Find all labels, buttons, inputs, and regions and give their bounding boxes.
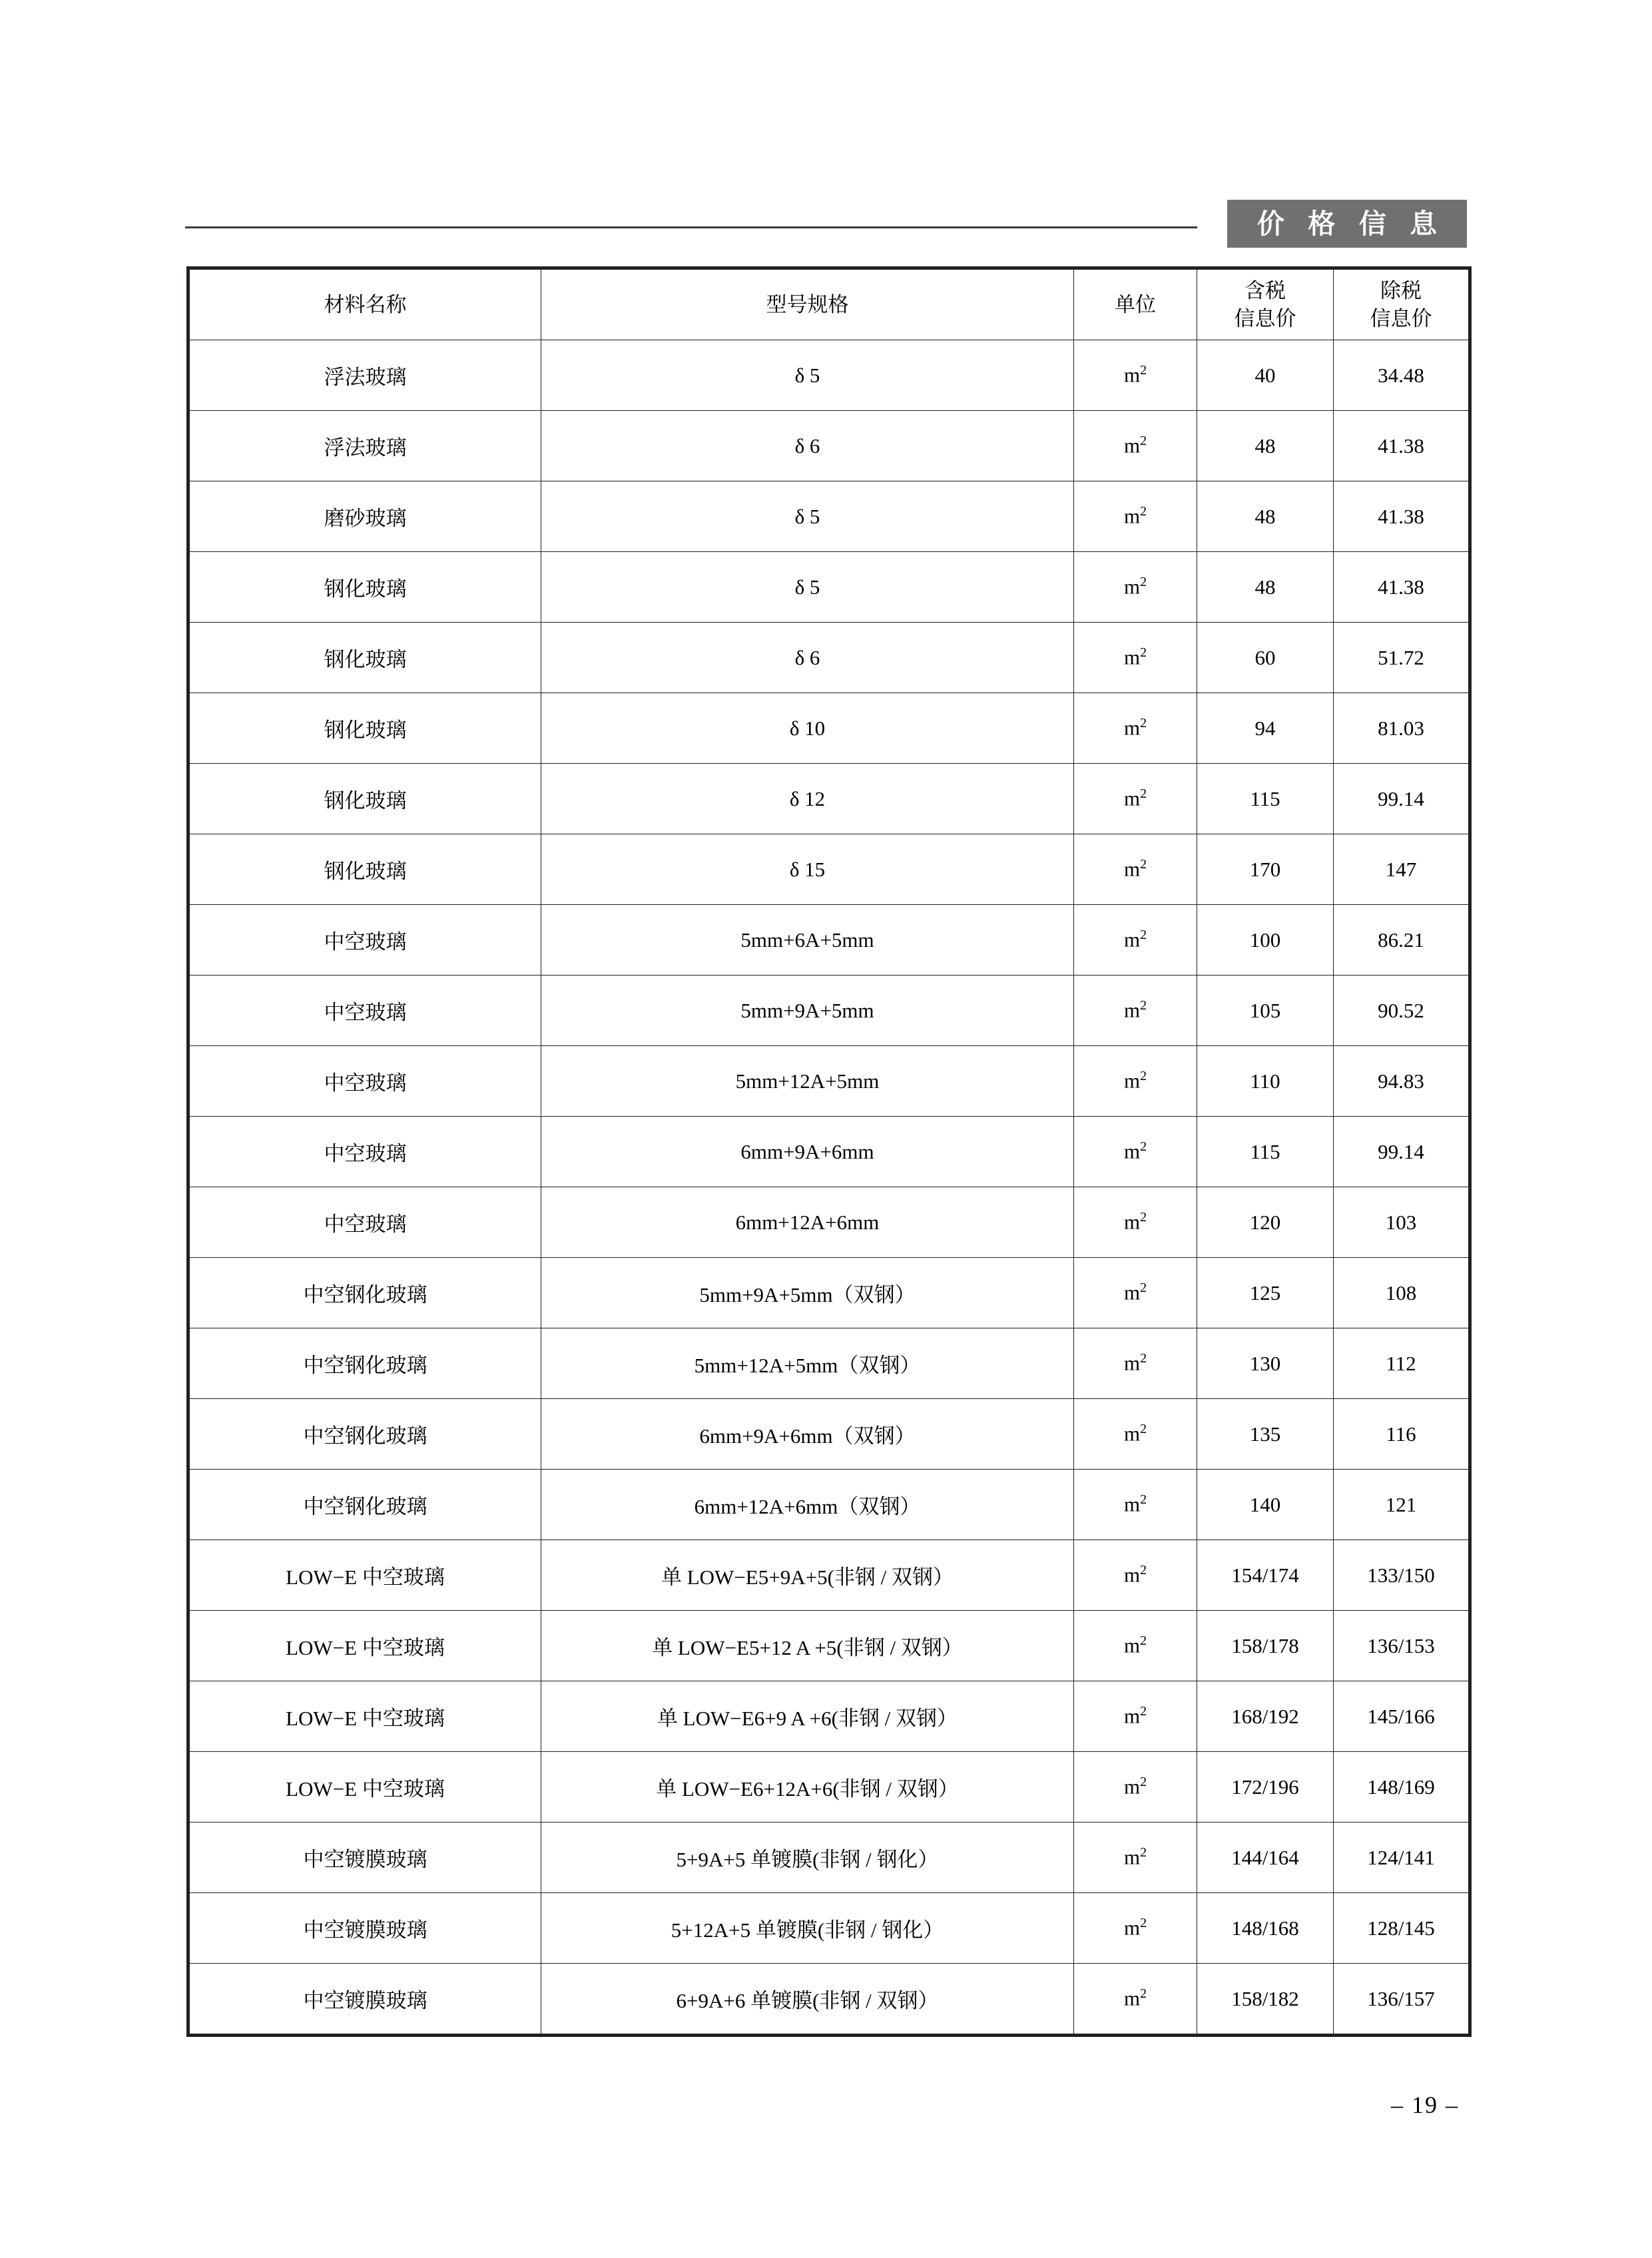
table-row	[188, 976, 1470, 1046]
cell-price-without-tax: 86.21	[1334, 905, 1470, 976]
column-header-without-tax-line1: 除税	[1380, 278, 1422, 302]
table-header-row	[188, 268, 1470, 340]
column-header-without-tax-line2: 信息价	[1370, 306, 1432, 330]
cell-unit-exponent: 2	[1140, 433, 1147, 449]
page-header	[185, 200, 1467, 253]
cell-unit	[1074, 1893, 1197, 1964]
cell-material-name: LOW−E 中空玻璃	[188, 1611, 541, 1681]
cell-price-with-tax: 60	[1197, 623, 1334, 693]
cell-unit-base: m	[1123, 1492, 1141, 1516]
cell-unit-exponent: 2	[1140, 1280, 1147, 1296]
column-header-without-tax	[1334, 268, 1470, 340]
cell-material-name: 钢化玻璃	[188, 693, 541, 764]
cell-spec: 5mm+9A+5mm（双钢）	[541, 1258, 1074, 1328]
cell-unit-base: m	[1123, 504, 1141, 528]
cell-unit-base: m	[1123, 575, 1141, 599]
cell-unit-base: m	[1123, 1351, 1141, 1375]
cell-spec: δ 6	[541, 623, 1074, 693]
cell-price-without-tax: 41.38	[1334, 481, 1470, 552]
cell-price-with-tax: 140	[1197, 1470, 1334, 1540]
cell-material-name: 钢化玻璃	[188, 764, 541, 834]
cell-price-without-tax: 99.14	[1334, 1117, 1470, 1187]
cell-unit	[1074, 1540, 1197, 1611]
table-row	[188, 1964, 1470, 2036]
cell-spec: 6mm+12A+6mm	[541, 1187, 1074, 1258]
cell-unit-exponent: 2	[1140, 1422, 1147, 1437]
cell-spec: 6+9A+6 单镀膜(非钢 / 双钢）	[541, 1964, 1074, 2036]
table-row	[188, 340, 1470, 411]
cell-price-without-tax: 81.03	[1334, 693, 1470, 764]
cell-unit	[1074, 905, 1197, 976]
cell-unit-base: m	[1123, 1633, 1141, 1657]
cell-material-name: 中空钢化玻璃	[188, 1258, 541, 1328]
cell-material-name: 中空玻璃	[188, 1117, 541, 1187]
cell-unit-exponent: 2	[1140, 1210, 1147, 1225]
cell-price-with-tax: 48	[1197, 552, 1334, 623]
cell-price-without-tax: 128/145	[1334, 1893, 1470, 1964]
cell-unit	[1074, 1611, 1197, 1681]
table-row	[188, 1187, 1470, 1258]
cell-price-with-tax: 158/182	[1197, 1964, 1334, 2036]
cell-unit-base: m	[1123, 716, 1141, 740]
cell-material-name: LOW−E 中空玻璃	[188, 1752, 541, 1823]
table-row	[188, 1752, 1470, 1823]
cell-price-with-tax: 172/196	[1197, 1752, 1334, 1823]
cell-price-without-tax: 124/141	[1334, 1823, 1470, 1893]
cell-material-name: 中空钢化玻璃	[188, 1399, 541, 1470]
cell-price-with-tax: 144/164	[1197, 1823, 1334, 1893]
cell-unit	[1074, 1328, 1197, 1399]
cell-unit-exponent: 2	[1140, 1139, 1147, 1155]
cell-unit	[1074, 1964, 1197, 2036]
cell-material-name: 浮法玻璃	[188, 411, 541, 481]
table-row	[188, 1046, 1470, 1117]
cell-unit-exponent: 2	[1140, 998, 1147, 1013]
cell-price-without-tax: 41.38	[1334, 552, 1470, 623]
cell-unit	[1074, 764, 1197, 834]
cell-material-name: 中空钢化玻璃	[188, 1470, 541, 1540]
cell-price-without-tax: 148/169	[1334, 1752, 1470, 1823]
cell-unit	[1074, 411, 1197, 481]
cell-price-without-tax: 112	[1334, 1328, 1470, 1399]
cell-unit-exponent: 2	[1140, 575, 1147, 590]
cell-unit	[1074, 693, 1197, 764]
cell-unit-exponent: 2	[1140, 1351, 1147, 1366]
cell-material-name: 中空镀膜玻璃	[188, 1823, 541, 1893]
cell-material-name: 钢化玻璃	[188, 552, 541, 623]
cell-unit-base: m	[1123, 1563, 1141, 1587]
cell-unit	[1074, 1823, 1197, 1893]
cell-unit-base: m	[1123, 1069, 1141, 1093]
cell-price-without-tax: 147	[1334, 834, 1470, 905]
cell-unit-base: m	[1123, 1775, 1141, 1799]
cell-price-without-tax: 41.38	[1334, 411, 1470, 481]
cell-unit-base: m	[1123, 786, 1141, 810]
cell-price-with-tax: 158/178	[1197, 1611, 1334, 1681]
cell-unit-exponent: 2	[1140, 857, 1147, 872]
table-body	[188, 340, 1470, 2036]
column-header-with-tax-line1: 含税	[1244, 278, 1286, 302]
cell-unit-base: m	[1123, 1139, 1141, 1163]
cell-unit	[1074, 340, 1197, 411]
cell-price-with-tax: 154/174	[1197, 1540, 1334, 1611]
cell-unit	[1074, 976, 1197, 1046]
cell-price-without-tax: 133/150	[1334, 1540, 1470, 1611]
cell-material-name: 钢化玻璃	[188, 623, 541, 693]
cell-material-name: 钢化玻璃	[188, 834, 541, 905]
cell-price-with-tax: 105	[1197, 976, 1334, 1046]
cell-unit-base: m	[1123, 1704, 1141, 1728]
cell-material-name: LOW−E 中空玻璃	[188, 1681, 541, 1752]
table-row	[188, 1117, 1470, 1187]
cell-spec: δ 12	[541, 764, 1074, 834]
table-row	[188, 481, 1470, 552]
column-header-with-tax	[1197, 268, 1334, 340]
cell-unit-base: m	[1123, 1422, 1141, 1446]
cell-unit-exponent: 2	[1140, 1916, 1147, 1931]
column-header-unit	[1074, 268, 1197, 340]
cell-material-name: 磨砂玻璃	[188, 481, 541, 552]
cell-price-without-tax: 99.14	[1334, 764, 1470, 834]
cell-unit	[1074, 834, 1197, 905]
cell-material-name: LOW−E 中空玻璃	[188, 1540, 541, 1611]
cell-unit	[1074, 1117, 1197, 1187]
cell-price-without-tax: 136/157	[1334, 1964, 1470, 2036]
cell-price-with-tax: 125	[1197, 1258, 1334, 1328]
cell-material-name: 浮法玻璃	[188, 340, 541, 411]
cell-unit	[1074, 1046, 1197, 1117]
table-row	[188, 1258, 1470, 1328]
cell-spec: 5+9A+5 单镀膜(非钢 / 钢化）	[541, 1823, 1074, 1893]
cell-unit	[1074, 1681, 1197, 1752]
cell-unit-base: m	[1123, 1210, 1141, 1234]
table-row	[188, 834, 1470, 905]
cell-unit-exponent: 2	[1140, 1845, 1147, 1860]
table-header	[188, 268, 1470, 340]
cell-unit	[1074, 1258, 1197, 1328]
cell-spec: 6mm+12A+6mm（双钢）	[541, 1470, 1074, 1540]
cell-price-without-tax: 108	[1334, 1258, 1470, 1328]
cell-price-with-tax: 148/168	[1197, 1893, 1334, 1964]
cell-material-name: 中空玻璃	[188, 1187, 541, 1258]
cell-price-with-tax: 130	[1197, 1328, 1334, 1399]
cell-price-without-tax: 51.72	[1334, 623, 1470, 693]
cell-unit-base: m	[1123, 433, 1141, 457]
cell-spec: δ 5	[541, 340, 1074, 411]
table-row	[188, 1611, 1470, 1681]
cell-price-with-tax: 115	[1197, 764, 1334, 834]
cell-unit-exponent: 2	[1140, 1775, 1147, 1790]
table-row	[188, 693, 1470, 764]
cell-material-name: 中空镀膜玻璃	[188, 1893, 541, 1964]
cell-material-name: 中空镀膜玻璃	[188, 1964, 541, 2036]
cell-price-with-tax: 135	[1197, 1399, 1334, 1470]
section-title: 价 格 信 息	[1227, 200, 1467, 248]
cell-unit-exponent: 2	[1140, 786, 1147, 802]
cell-spec: 5mm+6A+5mm	[541, 905, 1074, 976]
cell-material-name: 中空玻璃	[188, 905, 541, 976]
cell-material-name: 中空玻璃	[188, 1046, 541, 1117]
cell-price-without-tax: 34.48	[1334, 340, 1470, 411]
cell-spec: δ 15	[541, 834, 1074, 905]
cell-unit-base: m	[1123, 998, 1141, 1022]
cell-unit	[1074, 1399, 1197, 1470]
cell-unit-exponent: 2	[1140, 1492, 1147, 1508]
cell-spec: δ 6	[541, 411, 1074, 481]
cell-unit-base: m	[1123, 1845, 1141, 1869]
cell-unit-exponent: 2	[1140, 716, 1147, 731]
cell-unit-exponent: 2	[1140, 1986, 1147, 2002]
cell-unit	[1074, 1470, 1197, 1540]
cell-unit-exponent: 2	[1140, 363, 1147, 378]
cell-price-without-tax: 116	[1334, 1399, 1470, 1470]
cell-unit-exponent: 2	[1140, 645, 1147, 661]
cell-price-without-tax: 103	[1334, 1187, 1470, 1258]
table-row	[188, 411, 1470, 481]
cell-price-with-tax: 120	[1197, 1187, 1334, 1258]
cell-price-without-tax: 121	[1334, 1470, 1470, 1540]
cell-unit-exponent: 2	[1140, 1563, 1147, 1578]
cell-price-with-tax: 48	[1197, 481, 1334, 552]
cell-price-with-tax: 48	[1197, 411, 1334, 481]
cell-price-with-tax: 170	[1197, 834, 1334, 905]
table-row	[188, 1399, 1470, 1470]
cell-price-with-tax: 94	[1197, 693, 1334, 764]
cell-price-without-tax: 90.52	[1334, 976, 1470, 1046]
cell-unit-base: m	[1123, 857, 1141, 881]
cell-spec: 5mm+12A+5mm（双钢）	[541, 1328, 1074, 1399]
price-table-container	[186, 266, 1468, 2037]
page-number: – 19 –	[1391, 2092, 1459, 2118]
table-row	[188, 1328, 1470, 1399]
table-row	[188, 552, 1470, 623]
cell-spec: δ 5	[541, 552, 1074, 623]
cell-price-without-tax: 136/153	[1334, 1611, 1470, 1681]
cell-price-with-tax: 40	[1197, 340, 1334, 411]
cell-spec: 6mm+9A+6mm	[541, 1117, 1074, 1187]
cell-unit	[1074, 623, 1197, 693]
cell-unit-exponent: 2	[1140, 1069, 1147, 1084]
cell-material-name: 中空钢化玻璃	[188, 1328, 541, 1399]
table-row	[188, 1681, 1470, 1752]
cell-spec: 单 LOW−E6+9 A +6(非钢 / 双钢）	[541, 1681, 1074, 1752]
column-header-with-tax-line2: 信息价	[1234, 306, 1296, 330]
cell-unit-base: m	[1123, 1986, 1141, 2010]
column-header-material-name	[188, 268, 541, 340]
cell-price-without-tax: 145/166	[1334, 1681, 1470, 1752]
cell-unit	[1074, 1187, 1197, 1258]
cell-spec: δ 10	[541, 693, 1074, 764]
cell-unit-base: m	[1123, 1280, 1141, 1304]
cell-spec: 6mm+9A+6mm（双钢）	[541, 1399, 1074, 1470]
table-row	[188, 764, 1470, 834]
cell-price-with-tax: 115	[1197, 1117, 1334, 1187]
table-row	[188, 1893, 1470, 1964]
cell-material-name: 中空玻璃	[188, 976, 541, 1046]
cell-unit-exponent: 2	[1140, 504, 1147, 519]
cell-unit	[1074, 1752, 1197, 1823]
cell-spec: 5+12A+5 单镀膜(非钢 / 钢化）	[541, 1893, 1074, 1964]
table-row	[188, 1823, 1470, 1893]
cell-unit	[1074, 552, 1197, 623]
table-row	[188, 1540, 1470, 1611]
cell-spec: 5mm+12A+5mm	[541, 1046, 1074, 1117]
cell-spec: 单 LOW−E5+9A+5(非钢 / 双钢）	[541, 1540, 1074, 1611]
cell-unit-base: m	[1123, 363, 1141, 387]
cell-unit-exponent: 2	[1140, 1704, 1147, 1719]
cell-price-without-tax: 94.83	[1334, 1046, 1470, 1117]
cell-price-with-tax: 100	[1197, 905, 1334, 976]
cell-spec: 单 LOW−E5+12 A +5(非钢 / 双钢）	[541, 1611, 1074, 1681]
column-header-unit-label: 单位	[1115, 292, 1156, 316]
table-row	[188, 905, 1470, 976]
table-row	[188, 623, 1470, 693]
cell-unit	[1074, 481, 1197, 552]
cell-spec: 单 LOW−E6+12A+6(非钢 / 双钢）	[541, 1752, 1074, 1823]
price-table	[186, 266, 1472, 2037]
cell-unit-base: m	[1123, 928, 1141, 952]
column-header-spec	[541, 268, 1074, 340]
column-header-spec-label: 型号规格	[766, 292, 849, 316]
cell-price-with-tax: 110	[1197, 1046, 1334, 1117]
header-rule	[185, 226, 1197, 228]
table-row	[188, 1470, 1470, 1540]
column-header-material-name-label: 材料名称	[324, 292, 407, 316]
cell-unit-exponent: 2	[1140, 928, 1147, 943]
cell-spec: δ 5	[541, 481, 1074, 552]
cell-price-with-tax: 168/192	[1197, 1681, 1334, 1752]
cell-unit-base: m	[1123, 645, 1141, 669]
cell-unit-exponent: 2	[1140, 1633, 1147, 1649]
cell-unit-base: m	[1123, 1916, 1141, 1940]
cell-spec: 5mm+9A+5mm	[541, 976, 1074, 1046]
